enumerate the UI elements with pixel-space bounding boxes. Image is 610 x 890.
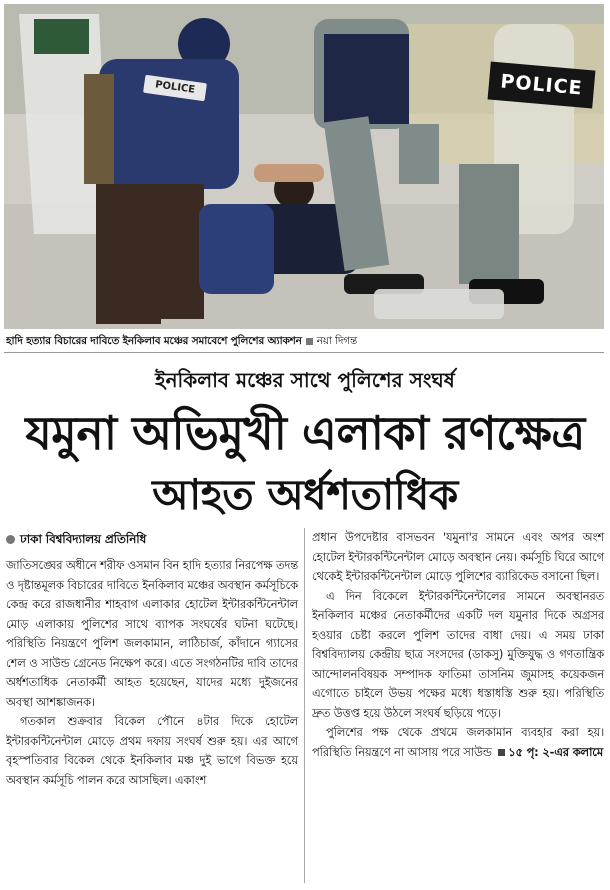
- kicker-headline: ইনকিলাব মঞ্চের সাথে পুলিশের সংঘর্ষ: [155, 368, 455, 392]
- photo-caption: [6, 332, 604, 350]
- main-headline: যমুনা অভিমুখী এলাকা রণক্ষেত্র: [25, 406, 585, 460]
- photo-illustration: [4, 4, 604, 329]
- article-paragraph: [312, 723, 604, 762]
- article-paragraph: এ দিন বিকেলে ইন্টারকন্টিনেন্টালের সামনে অবস্থানরত ইনকিলাব মঞ্চের নেতাকর্মীদের একটি দল যমুনার দিকে অগ্রসর হওয়ার চেষ্টা করলে পুলিশ তাদের বাধা দেয়। এ সময় ঢাকা বিশ্ববিদ্যালয় কেন্দ্রীয় ছাত্র সংসদের (ডাকসু) মুক্তিযুদ্ধ ও গণতান্ত্রিক আন্দোলনবিষয়ক সম্পাদক ফাতিমা তাসনিম জুমাসহ কয়েকজন এগোতে চাইলে উভয় পক্ষের মধ্যে ধস্তাধস্তি শুরু হয়। পরিস্থিতি দ্রুত উত্তপ্ত হয়ে উঠলে সংঘর্ষ ছড়িয়ে পড়ে।: [312, 588, 604, 720]
- caption-credit: নয়া দিগন্ত: [316, 335, 357, 347]
- caption-divider: [4, 352, 604, 353]
- caption-separator-icon: [306, 338, 313, 345]
- byline: [6, 528, 298, 550]
- article-paragraph-text: পুলিশের পক্ষ থেকে প্রথমে জলকামান ব্যবহার করা হয়। পরিস্থিতি নিয়ন্ত্রণে না আসায় পরে সাউন্ড: [312, 725, 604, 759]
- caption-text: হাদি হত্যার বিচারের দাবিতে ইনকিলাব মঞ্চের সমাবেশে পুলিশের অ্যাকশন: [6, 335, 302, 347]
- article-column-left: [6, 528, 298, 790]
- police-shield-sign: POLICE: [488, 61, 596, 108]
- sub-headline: আহত অর্ধশতাধিক: [152, 470, 458, 519]
- article-paragraph: জাতিসঙ্ঘের অধীনে শরীফ ওসমান বিন হাদি হত্যার নিরপেক্ষ তদন্ত ও দৃষ্টান্তমূলক বিচারের দাবিতে ইনকিলাব মঞ্চের অবস্থান কর্মসূচিকে কেন্দ্র করে রাজধানীর শাহবাগ এলাকার হোটেল ইন্টারকন্টিনেন্টাল মোড় এলাকায় পুলিশের সাথে ব্যাপক সংঘর্ষের ঘটনা ঘটেছে। পরিস্থিতি নিয়ন্ত্রণে পুলিশ জলকামান, লাঠিচার্জ, কাঁদানে গ্যাসের শেল ও সাউন্ড গ্রেনেড নিক্ষেপ করে। এতে সংগঠনটির দাবি তাদের অর্ধশতাধিক নেতাকর্মী আহত হয়েছেন, যাদের মধ্যে দুইজনের অবস্থা আশঙ্কাজনক।: [6, 558, 298, 709]
- article-column-right: [312, 528, 604, 762]
- continuation-jump[interactable]: ১৫ পৃ: ২-এর কলামে: [508, 744, 604, 759]
- column-divider: [304, 528, 305, 883]
- bullet-icon: [6, 535, 15, 544]
- article-paragraph: প্রধান উপদেষ্টার বাসভবন 'যমুনা'র সামনে এবং অপর অংশ হোটেল ইন্টারকন্টিনেন্টাল মোড়ে অবস্থান নেয়। কর্মসূচি ঘিরে আগে থেকেই ইন্টারকন্টিনেন্টাল মোড়ে পুলিশের ব্যারিকেড বসানো ছিল।: [312, 530, 604, 583]
- jump-marker-icon: [498, 749, 505, 756]
- vest-police-label: POLICE: [143, 75, 207, 101]
- byline-text: ঢাকা বিশ্ববিদ্যালয় প্রতিনিধি: [20, 532, 147, 546]
- article-paragraph: গতকাল শুক্রবার বিকেল পৌনে ৪টার দিকে হোটেল ইন্টারকন্টিনেন্টাল মোড়ে প্রথম দফায় সংঘর্ষ শুরু হয়। এর আগে বৃহস্পতিবার বিকেল থেকে ইনকিলাব মঞ্চ দুই ভাগে বিভক্ত হয়ে অবস্থান কর্মসূচি পালন করে আসছিল। একাংশ: [6, 714, 298, 787]
- news-photo: [4, 4, 604, 329]
